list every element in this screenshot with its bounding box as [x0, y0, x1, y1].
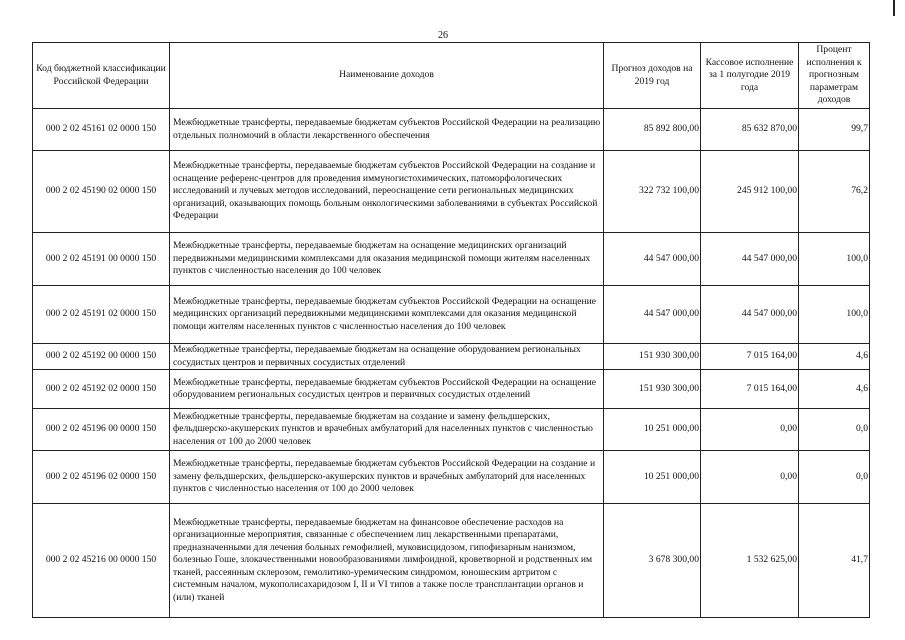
table-row: [33, 286, 870, 344]
row-forecast: 151 930 300,00: [604, 370, 701, 409]
table-row: [33, 233, 870, 286]
table-row: [33, 109, 870, 151]
row-name: Межбюджетные трансферты, передаваемые бюджетам субъектов Российской Федерации на оснащение медицинских организаций передвижными медицинскими комплексами для оказания медицинской помощи жителям населенных пунктов с численностью населения до 100 человек: [170, 286, 604, 344]
row-code: 000 2 02 45190 02 0000 150: [33, 151, 170, 233]
row-percent: 100,0: [799, 233, 870, 286]
row-percent: 41,7: [799, 504, 870, 618]
row-forecast: 322 732 100,00: [604, 151, 701, 233]
row-percent: 4,6: [799, 370, 870, 409]
row-name: Межбюджетные трансферты, передаваемые бюджетам субъектов Российской Федерации на создание и замену фельдшерских, фельдшерско-акушерских пунктов и врачебных амбулаторий для населенных пунктов с численностью населения от 100 до 2000 человек: [170, 451, 604, 504]
header-forecast: Прогноз доходов на 2019 год: [604, 43, 701, 109]
row-forecast: 44 547 000,00: [604, 233, 701, 286]
row-name: Межбюджетные трансферты, передаваемые бюджетам на финансовое обеспечение расходов на организационные мероприятия, связанные с обеспечением лиц лекарственными препаратами, предназначенными для лечения больных гемофилией, муковисцидозом, гипофизарным нанизмом, болезнью Гоше, злокачественными новообразованиями лимфоидной, кроветворной и родственных им тканей, рассеянным склерозом, гемолитико-уремическим синдромом, юношеским артритом с системным началом, мукополисахаридозом I, II и VI типов а также после трансплантации органов и (или) тканей: [170, 504, 604, 618]
row-name: Межбюджетные трансферты, передаваемые бюджетам на оснащение оборудованием региональных сосудистых центров и первичных сосудистых отделений: [170, 344, 604, 370]
row-forecast: 151 930 300,00: [604, 344, 701, 370]
row-forecast: 44 547 000,00: [604, 286, 701, 344]
scan-edge-mark: [893, 0, 895, 16]
row-code: 000 2 02 45196 02 0000 150: [33, 451, 170, 504]
table-row: [33, 344, 870, 370]
row-name: Межбюджетные трансферты, передаваемые бюджетам субъектов Российской Федерации на реализацию отдельных полномочий в области лекарственного обеспечения: [170, 109, 604, 151]
header-row: [33, 43, 870, 109]
row-forecast: 10 251 000,00: [604, 409, 701, 451]
row-code: 000 2 02 45196 00 0000 150: [33, 409, 170, 451]
table-row: [33, 151, 870, 233]
row-code: 000 2 02 45216 00 0000 150: [33, 504, 170, 618]
row-cash: 0,00: [701, 451, 799, 504]
row-forecast: 85 892 800,00: [604, 109, 701, 151]
row-name: Межбюджетные трансферты, передаваемые бюджетам субъектов Российской Федерации на оснащение оборудованием региональных сосудистых центров и первичных сосудистых отделений: [170, 370, 604, 409]
table-row: [33, 409, 870, 451]
row-code: 000 2 02 45192 02 0000 150: [33, 370, 170, 409]
row-cash: 7 015 164,00: [701, 344, 799, 370]
row-name: Межбюджетные трансферты, передаваемые бюджетам субъектов Российской Федерации на создание и оснащение референс-центров для проведения иммуногистохимических, патоморфологических исследований и лучевых методов исследований, переоснащение сети региональных медицинских организаций, оказывающих помощь больным онкологическими заболеваниями в субъектах Российской Федерации: [170, 151, 604, 233]
table-row: [33, 370, 870, 409]
table-row: [33, 451, 870, 504]
header-code: Код бюджетной классификации Российской Федерации: [33, 43, 170, 109]
row-code: 000 2 02 45191 00 0000 150: [33, 233, 170, 286]
page-number: 26: [438, 30, 448, 41]
row-cash: 44 547 000,00: [701, 286, 799, 344]
row-cash: 1 532 625,00: [701, 504, 799, 618]
row-forecast: 10 251 000,00: [604, 451, 701, 504]
row-cash: 245 912 100,00: [701, 151, 799, 233]
header-cash: Кассовое исполнение за 1 полугодие 2019 года: [701, 43, 799, 109]
row-percent: 0,0: [799, 409, 870, 451]
row-forecast: 3 678 300,00: [604, 504, 701, 618]
row-percent: 4,6: [799, 344, 870, 370]
row-percent: 99,7: [799, 109, 870, 151]
row-cash: 7 015 164,00: [701, 370, 799, 409]
row-percent: 76,2: [799, 151, 870, 233]
header-name: Наименование доходов: [170, 43, 604, 109]
row-code: 000 2 02 45161 02 0000 150: [33, 109, 170, 151]
row-code: 000 2 02 45192 00 0000 150: [33, 344, 170, 370]
row-name: Межбюджетные трансферты, передаваемые бюджетам на оснащение медицинских организаций передвижными медицинскими комплексами для оказания медицинской помощи жителям населенных пунктов с численностью населения до 100 человек: [170, 233, 604, 286]
row-cash: 0,00: [701, 409, 799, 451]
row-percent: 0,0: [799, 451, 870, 504]
row-code: 000 2 02 45191 02 0000 150: [33, 286, 170, 344]
row-cash: 85 632 870,00: [701, 109, 799, 151]
revenue-table: [32, 42, 870, 618]
header-percent: Процент исполнения к прогнозным параметрам доходов: [799, 43, 870, 109]
table-row: [33, 504, 870, 618]
row-cash: 44 547 000,00: [701, 233, 799, 286]
row-name: Межбюджетные трансферты, передаваемые бюджетам на создание и замену фельдшерских, фельдшерско-акушерских пунктов и врачебных амбулаторий для населенных пунктов с численностью населения от 100 до 2000 человек: [170, 409, 604, 451]
row-percent: 100,0: [799, 286, 870, 344]
